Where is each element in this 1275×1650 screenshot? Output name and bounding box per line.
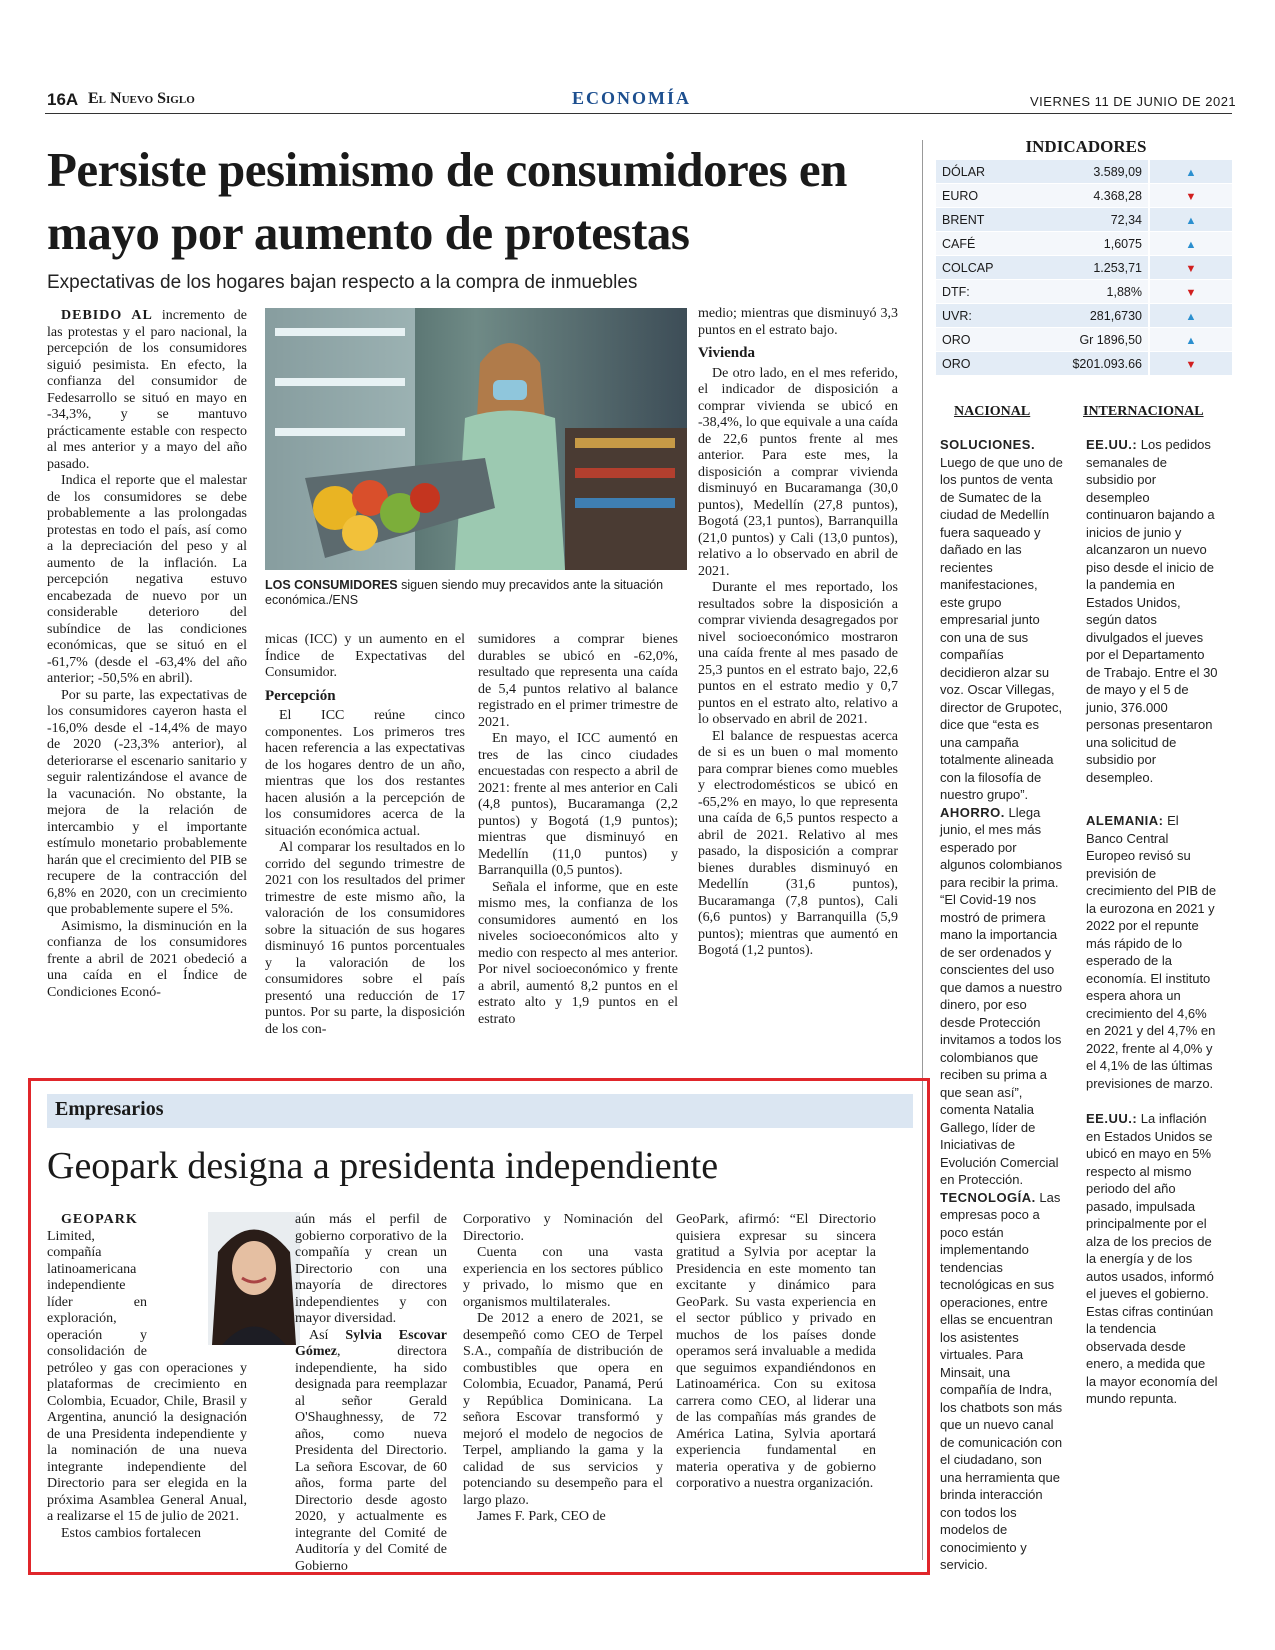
geopark-lead: GEOPARK xyxy=(61,1212,138,1227)
person-name: Sylvia Escovar Gómez xyxy=(295,1327,448,1359)
geopark-column-2 xyxy=(295,1212,448,1574)
photo-caption xyxy=(265,578,687,608)
indicator-value: 1,88% xyxy=(1029,280,1149,304)
paragraph: sumidores a comprar bienes durables se ubicó en -62,0%, resultado que representa una caída de 5,4 puntos relativo al balance registrado en el primer trimestre de 2021. xyxy=(478,632,678,730)
nacional-item xyxy=(940,804,1063,1189)
newspaper-name: El Nuevo Siglo xyxy=(88,90,195,107)
paragraph: Durante el mes reportado, los resultados sobre la disposición a comprar vivienda desagregados por nivel socioeconómico mostraron una caída frente al mes pasado de 25,3 puntos en el estrato bajo, 22,6 puntos en el estrato medio y 0,7 puntos en el estrato alto, relativo a lo observado en abril de 2021. xyxy=(698,580,898,727)
article-lead: DEBIDO AL xyxy=(61,308,153,323)
indicator-row xyxy=(936,208,1232,232)
indicator-value: 72,34 xyxy=(1029,208,1149,232)
nacional-item xyxy=(940,436,1063,804)
paragraph: Limited, compañía latinoamericana independiente líder en exploración, operación y consolidación de petróleo y gas con operaciones y plataformas de crecimiento en Colombia, Ecuador, Chile, Brasil y Argentina, anunció la designación de una Presidenta independiente y la nominación de una nueva integrante independiente del Directorio para ser elegida en la próxima Asamblea General Anual, a realizarse el 15 de julio de 2021. xyxy=(47,1228,247,1524)
paragraph: En mayo, el ICC aumentó en tres de las cinco ciudades encuestadas con respecto a abril de 2021: frente al mes anterior en Cali (4,8 puntos), Bucaramanga (2,2 puntos) y Bogotá (1,9 puntos); mientras que disminuyó en Medellín (11,0 puntos) y Barranquilla (0,5 puntos). xyxy=(478,731,678,878)
nacional-column xyxy=(940,436,1063,1576)
item-lead: EE.UU.: xyxy=(1086,1111,1138,1126)
paragraph: GeoPark, afirmó: “El Directorio quisiera expresar su sincera gratitud a Sylvia por aceptar la Presidencia en este momento tan excitante y dinámico para GeoPark. Su vasta experiencia en el sector público y privado en muchos de los países donde operamos será invaluable a medida que seguimos expandiéndonos en Latinoamérica. Con su exitosa carrera como CEO, al liderar una de las compañías más grandes de América Latina, Sylvia aportará experiencia fundamental en materia operativa y de gobierno corporativo a nuestra organización. xyxy=(676,1212,876,1491)
item-text: La inflación en Estados Unidos se ubicó en mayo en 5% respecto al mismo periodo del año pasado, impulsada principalmente por el alza de los precios de la energía y de los autos usados, informó el jueves el gobierno. Estas cifras continúan la tendencia observada desde enero, a medida que la mayor economía del mundo repunta. xyxy=(1086,1111,1218,1406)
indicator-name: ORO xyxy=(936,352,1029,376)
arrow-down-icon: ▼ xyxy=(1185,190,1197,203)
indicator-trend xyxy=(1149,352,1232,376)
arrow-up-icon: ▲ xyxy=(1185,310,1197,323)
arrow-up-icon: ▲ xyxy=(1185,238,1197,251)
indicator-trend xyxy=(1149,304,1232,328)
text: Así xyxy=(309,1327,329,1343)
geopark-column-4 xyxy=(676,1212,876,1564)
item-lead: EE.UU.: xyxy=(1086,437,1138,452)
indicator-trend xyxy=(1149,328,1232,352)
item-text: Las empresas poco a poco están implementando tendencias tecnológicas en sus operaciones, entre ellas se encuentran los asistentes virtuales. Para Minsait, una compañía de Indra, los chatbots son más que un nuevo canal de comunicación con el ciudadano, son una herramienta que brinda interacción con todos los modelos de conocimiento y servicio. xyxy=(940,1189,1063,1572)
item-lead: SOLUCIONES. xyxy=(940,437,1036,452)
arrow-up-icon: ▲ xyxy=(1185,166,1197,179)
article-headline: Persiste pesimismo de consumidores en mayo por aumento de protestas xyxy=(47,142,847,260)
indicator-trend xyxy=(1149,256,1232,280)
indicators-table xyxy=(936,160,1232,376)
indicator-trend xyxy=(1149,184,1232,208)
indicator-name: EURO xyxy=(936,184,1029,208)
paragraph: aún más el perfil de gobierno corporativo de la compañía y crean un Directorio con una mayoría de directores independientes y con mayor diversidad. xyxy=(295,1212,447,1326)
article-column-1 xyxy=(47,308,247,1084)
indicator-name: DÓLAR xyxy=(936,160,1029,184)
arrow-down-icon: ▼ xyxy=(1185,262,1197,275)
arrow-up-icon: ▲ xyxy=(1185,214,1197,227)
indicator-name: DTF: xyxy=(936,280,1029,304)
indicator-value: 1,6075 xyxy=(1029,232,1149,256)
paragraph: De otro lado, en el mes referido, el indicador de disposición a comprar vivienda se ubicó en -38,4%, lo que equivale a una caída de 22,6 puntos frente al mes anterior. Para este mes, la disposición a comprar vivienda disminuyó en Bucaramanga (30,0 puntos), Medellín (27,8 puntos), Bogotá (23,1 puntos), Barranquilla (21,0 puntos) y Cali (13,0 puntos), relativo a lo observado en abril de 2021. xyxy=(698,365,898,579)
article-column-3 xyxy=(478,632,678,1084)
portrait-photo xyxy=(208,1212,300,1345)
indicator-name: BRENT xyxy=(936,208,1029,232)
internacional-item xyxy=(1086,812,1218,1092)
item-lead: AHORRO. xyxy=(940,804,1005,820)
subheading-percepcion: Percepción xyxy=(265,687,336,704)
internacional-item xyxy=(1086,1110,1218,1408)
item-text: Los pedidos semanales de subsidio por desempleo continuaron bajando a inicios de junio y alcanzaron un nuevo piso desde el inicio de la pandemia en Estados Unidos, según datos divulgados el jueves por el Departamento de Trabajo. Entre el 30 de mayo y el 5 de junio, 376.000 personas presentaron una solicitud de subsidio por desempleo. xyxy=(1086,437,1218,785)
arrow-down-icon: ▼ xyxy=(1185,286,1197,299)
item-text: Llega junio, el mes más esperado por algunos colombianos para recibir la prima. “El Covid-19 nos mostró de primera mano la importancia de ser ordenados y conscientes del uso que damos a nuestro dinero, por eso desde Protección invitamos a todos los colombianos que reciben su prima a que sean así”, comenta Natalia Gallego, líder de Iniciativas de Evolución Comercial en Protección. xyxy=(940,804,1063,1187)
shopper-photo xyxy=(265,308,687,570)
paragraph: De 2012 a enero de 2021, se desempeñó como CEO de Terpel S.A., compañía de distribución de combustibles que opera en Colombia, Ecuador, Panamá, Perú y República Dominicana. La señora Escovar transformó y mejoró el modelo de negocios de Terpel, ampliando la gama y la calidad de sus servicios y potenciando su desempeño para el largo plazo. xyxy=(463,1311,663,1508)
paragraph: Cuenta con una vasta experiencia en los sectores público y privado, lo mismo que en organismos multilaterales. xyxy=(463,1245,663,1310)
indicator-row xyxy=(936,184,1232,208)
empresarios-band xyxy=(47,1094,913,1128)
text: , directora independiente, ha sido designada para reemplazar al señor Gerald O'Shaughnessy, de 72 años, como nueva Presidenta del Directorio. La señora Escovar, de 60 años, forma parte del Directorio desde agosto 2020, y actualmente es integrante del Comité de Auditoría y del Comité de Gobierno xyxy=(295,1344,447,1574)
paragraph: El balance de respuestas acerca de si es un buen o mal momento para comprar bienes como muebles y electrodomésticos se ubicó en -65,2% en mayo, lo que representa una caída de 6,5 puntos respecto a abril de 2021. Relativo al mes pasado, la disposición a comprar bienes durables disminuyó en Medellín (31,6 puntos), Bucaramanga (7,8 puntos), Cali (6,6 puntos) y Barranquilla (5,9 puntos); mientras que aumentó en Bogotá (1,2 puntos). xyxy=(698,728,898,958)
paragraph: El ICC reúne cinco componentes. Los primeros tres hacen referencia a las expectativas de los hogares dentro de un año, mientras que los dos restantes hacen alusión a la percepción de los consumidores acerca de la situación económica actual. xyxy=(265,708,465,839)
indicator-value: Gr 1896,50 xyxy=(1029,328,1149,352)
section-name: ECONOMÍA xyxy=(572,88,691,108)
indicator-row xyxy=(936,280,1232,304)
item-lead: ALEMANIA: xyxy=(1086,813,1164,828)
item-text: Luego de que uno de los puntos de venta de Sumatec de la ciudad de Medellín fuera saqueado y dañado en las recientes manifestaciones, este grupo empresarial junto con una de sus compañías decidieron alzar su voz. Oscar Villegas, director de Grupotec, dice que “esta es una campaña totalmente alineada con la filosofía de nuestro grupo”. xyxy=(940,454,1063,802)
indicator-trend xyxy=(1149,160,1232,184)
indicator-trend xyxy=(1149,232,1232,256)
item-lead: TECNOLOGÍA. xyxy=(940,1189,1036,1205)
indicator-value: 3.589,09 xyxy=(1029,160,1149,184)
article-deck: Expectativas de los hogares bajan respecto a la compra de inmuebles xyxy=(47,272,638,293)
header-rule xyxy=(45,113,1232,114)
indicator-row xyxy=(936,160,1232,184)
caption-text: siguen siendo muy precavidos ante la situación económica./ENS xyxy=(265,578,664,607)
paragraph: Al comparar los resultados en lo corrido del segundo trimestre de 2021 con los resultados del primer trimestre de este mismo año, la valoración de los consumidores sobre la situación de sus hogares disminuyó 16 puntos porcentuales y la valoración de los consumidores sobre el país presentó una reducción de 17 puntos. Por su parte, la disposición de los con- xyxy=(265,840,465,1037)
indicator-row xyxy=(936,304,1232,328)
indicator-trend xyxy=(1149,280,1232,304)
paragraph: James F. Park, CEO de xyxy=(477,1509,606,1524)
geopark-headline: Geopark designa a presidenta independiente xyxy=(47,1145,719,1187)
indicator-name: UVR: xyxy=(936,304,1029,328)
indicator-value: 1.253,71 xyxy=(1029,256,1149,280)
indicator-row xyxy=(936,328,1232,352)
paragraph: Corporativo y Nominación del Directorio. xyxy=(463,1212,663,1244)
paragraph: Indica el reporte que el malestar de los consumidores se debe probablemente a las prolongadas protestas en todo el país, así como a la depreciación del peso y al aumento de la inflación. La percepción negativa estuvo encabezada de nuevo por un considerable deterioro del subíndice de las condiciones económicas, que se situó en el -61,7% (desde el -63,4% del año anterior; -50,5% en abril). xyxy=(47,473,247,686)
indicator-trend xyxy=(1149,208,1232,232)
issue-date: VIERNES 11 DE JUNIO DE 2021 xyxy=(1030,94,1237,109)
indicator-name: ORO xyxy=(936,328,1029,352)
paragraph: micas (ICC) y un aumento en el Índice de Expectativas del Consumidor. xyxy=(265,632,465,680)
geopark-column-3 xyxy=(463,1212,663,1564)
article-column-2 xyxy=(265,632,465,1084)
internacional-item xyxy=(1086,436,1218,786)
indicator-value: $201.093.66 xyxy=(1029,352,1149,376)
paragraph xyxy=(295,1328,447,1576)
band-label: Empresarios xyxy=(55,1098,164,1120)
indicator-name: COLCAP xyxy=(936,256,1029,280)
page-number: 16A xyxy=(47,90,79,109)
paragraph: incremento de las protestas y el paro nacional, la percepción de los consumidores siguió pesimista. En efecto, la confianza del consumidor de Fedesarrollo se situó en mayo en -34,3%, y se mantuvo prácticamente estable con respecto al mes anterior y a mayo del año pasado. xyxy=(47,308,247,472)
paragraph: medio; mientras que disminuyó 3,3 puntos en el estrato bajo. xyxy=(698,306,898,338)
subheading-vivienda: Vivienda xyxy=(698,345,755,361)
article-column-4 xyxy=(698,306,898,1072)
paragraph: Estos cambios fortalecen xyxy=(61,1525,201,1541)
indicators-title: INDICADORES xyxy=(1025,137,1147,156)
item-text: El Banco Central Europeo revisó su previsión de crecimiento del PIB de la eurozona en 2021 y 2022 por el repunte más rápido de lo esperado de la economía. El instituto espera ahora un crecimiento del 4,6% en 2021 y del 4,7% en 2022, frente al 4,0% y el 4,1% de las últimas previsiones de marzo. xyxy=(1086,813,1217,1091)
paragraph: Asimismo, la disminución en la confianza de los consumidores frente a abril de 2021 obedeció a una caída en el Índice de Condiciones Econó- xyxy=(47,918,247,1000)
indicator-name: CAFÉ xyxy=(936,232,1029,256)
caption-lead: LOS CONSUMIDORES xyxy=(265,578,398,592)
nacional-item xyxy=(940,1189,1063,1574)
arrow-up-icon: ▲ xyxy=(1185,334,1197,347)
indicator-value: 281,6730 xyxy=(1029,304,1149,328)
internacional-heading: INTERNACIONAL xyxy=(1083,404,1204,419)
nacional-heading: NACIONAL xyxy=(954,404,1031,419)
indicator-value: 4.368,28 xyxy=(1029,184,1149,208)
indicator-row xyxy=(936,256,1232,280)
internacional-column xyxy=(1086,436,1218,1576)
indicator-row xyxy=(936,232,1232,256)
paragraph: Por su parte, las expectativas de los consumidores cayeron hasta el -16,0% desde el -14,4% de mayo de 2020 (-23,3% anterior), al deteriorarse el escenario sanitario y seguir ralentizándose el avance de la vacunación. No obstante, la mejora de la relación de intercambio y el importante estímulo monetario probablemente harán que el crecimiento del PIB se recupere de la contracción del 6,8% en 2020, con un crecimiento que probablemente supere el 5%. xyxy=(47,687,247,917)
indicator-row xyxy=(936,352,1232,376)
arrow-down-icon: ▼ xyxy=(1185,358,1197,371)
paragraph: Señala el informe, que en este mismo mes, la confianza de los consumidores aumentó en los niveles socioeconómicos alto y medio con respecto al mes anterior. Por nivel socioeconómico y frente a abril, aumentó 8,2 puntos en el estrato alto y 1,9 puntos en el estrato xyxy=(478,879,678,1027)
